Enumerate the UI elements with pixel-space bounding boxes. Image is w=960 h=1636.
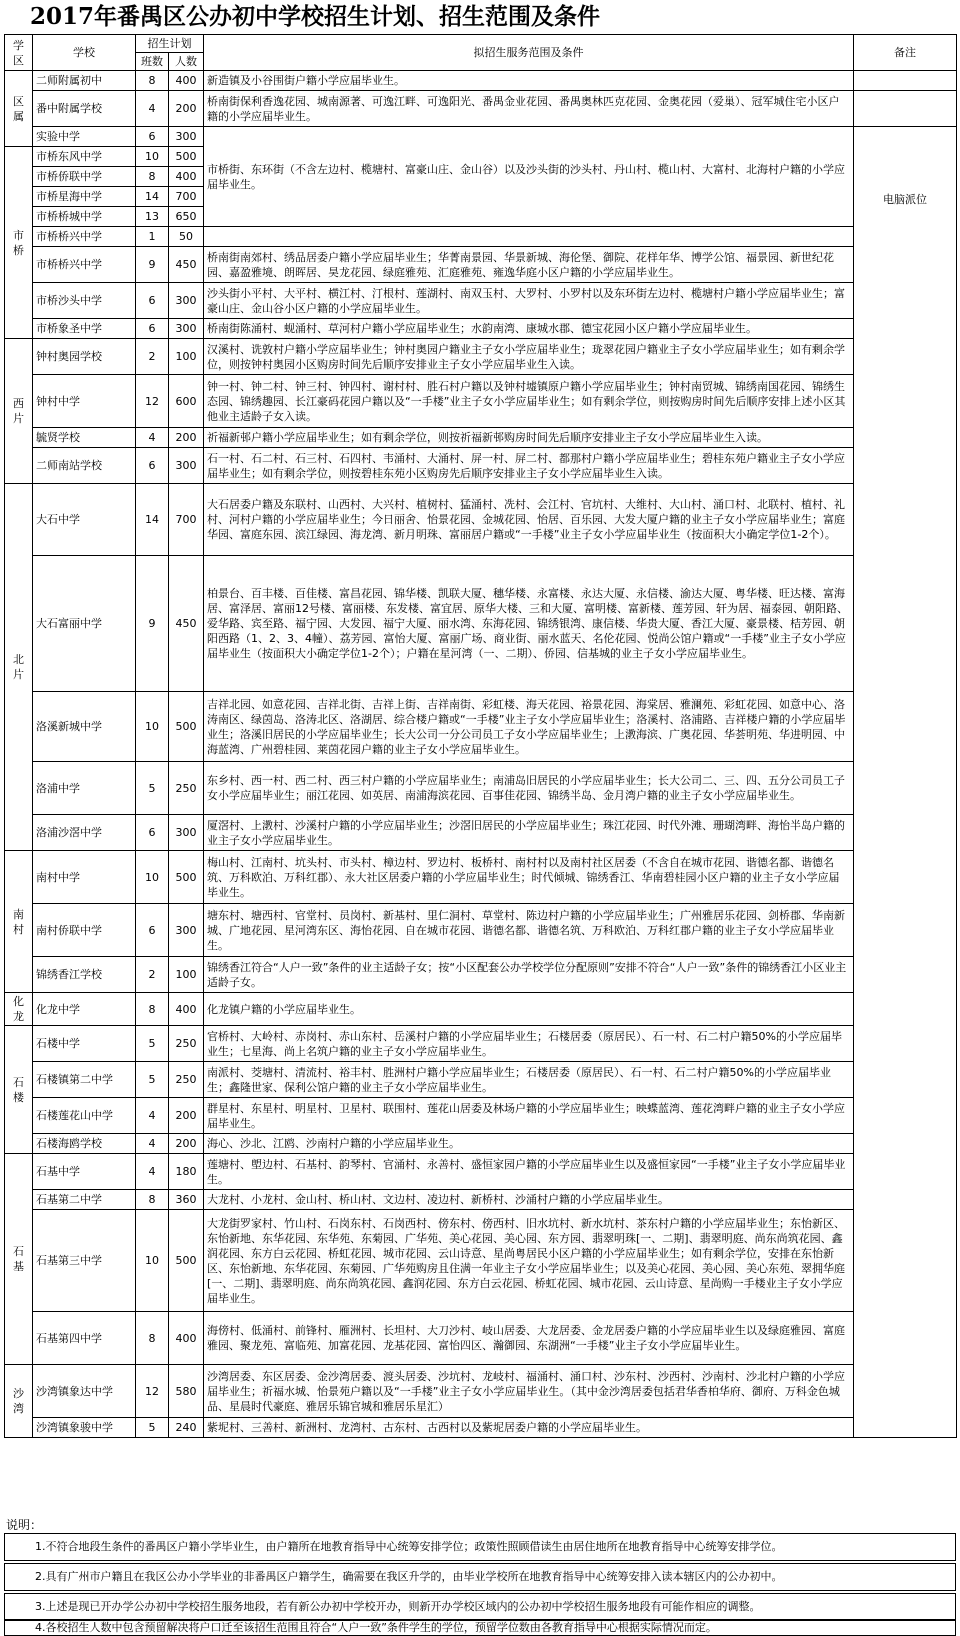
school-name-cell: 大石富丽中学 [33,556,136,692]
district-cell: 沙湾 [5,1365,33,1438]
table-row [5,1312,957,1365]
school-name-cell: 市桥桥兴中学 [33,227,136,247]
service-range-cell: 沙头街小平村、大平村、横江村、汀根村、莲湖村、南双玉村、大罗村、小罗村以及东环街左边村、榄塘村户籍小学应届毕业生；富豪山庄、金山谷小区户籍的小学应届毕业生。 [204,283,854,319]
enrollment-count-cell: 700 [169,484,204,556]
notes-title: 说明： [6,1518,43,1532]
service-range-cell: 吉祥北园、如意花园、吉祥北街、吉祥上街、吉祥南街、彩虹楼、海天花园、裕景花园、海棠居、雅澜苑、彩虹花园、如意中心、洛涛南区、绿茵岛、洛涛北区、洛湖居、综合楼户籍或“一手楼”业主子女小学应届毕业生；洛溪村、洛浦路、吉祥楼户籍的小学应届毕业生；洛溪旧居民的小学应届毕业生；长大公司一分公司员工子女小学应届毕业生；上漖海滨、广奥花园、华荟明苑、华进明园、中海蓝湾、广州碧桂园、莱茵花园户籍的业主子女小学应届毕业生。 [204,692,854,762]
class-count-cell: 6 [136,904,169,957]
enrollment-count-cell: 300 [169,283,204,319]
school-name-cell: 市桥沙头中学 [33,283,136,319]
header-range: 拟招生服务范围及条件 [204,35,854,71]
service-range-cell: 大龙街罗家村、竹山村、石岗东村、石岗西村、傍东村、傍西村、旧水坑村、新水坑村、茶东村户籍的小学应届毕业生；东怡新区、东怡新地、东华花园、东华苑、东菊园、广华苑、美心花园、美心园、东方园、翡翠明珠[一、二期]、翡翠明庭、尚东尚筑花园、鑫润花园、东方白云花园、桥虹花园、城市花园、云山诗意、星尚粤居民小区户籍的小学应届毕业生；如有剩余学位，安排在东怡新区、东怡新地、东华花园、东菊园、广华苑购房且住满一年业主子女小学应届毕业生；以及美心花园、美心园、美心东苑、翠拥华庭[一、二期]、翡翠明庭、尚东尚筑花园、鑫润花园、东方白云花园、桥虹花园、城市花园、云山诗意、星尚购一手楼业主子女小学应届毕业生。 [204,1210,854,1312]
enrollment-count-cell: 250 [169,1062,204,1098]
school-name-cell: 锦绣香江学校 [33,957,136,993]
class-count-cell: 10 [136,147,169,167]
remark-cell [854,91,957,127]
table-row [5,1365,957,1418]
enrollment-count-cell: 700 [169,187,204,207]
district-cell: 石楼 [5,1026,33,1154]
class-count-cell: 8 [136,1190,169,1210]
table-row [5,556,957,692]
class-count-cell: 13 [136,207,169,227]
school-name-cell: 二师附属初中 [33,71,136,91]
table-row [5,375,957,428]
enrollment-count-cell: 500 [169,147,204,167]
header-plan: 招生计划 [136,35,204,53]
enrollment-count-cell: 500 [169,1210,204,1312]
service-range-cell: 大龙村、小龙村、金山村、桥山村、文边村、凌边村、新桥村、沙涌村户籍的小学应届毕业生。 [204,1190,854,1210]
enrollment-count-cell: 200 [169,1134,204,1154]
remark-cell [854,71,957,91]
class-count-cell: 6 [136,127,169,147]
school-name-cell: 二师南站学校 [33,448,136,484]
table-row [5,1418,957,1438]
school-name-cell: 南村侨联中学 [33,904,136,957]
school-name-cell: 市桥侨联中学 [33,167,136,187]
enrollment-count-cell: 250 [169,1026,204,1062]
table-row [5,993,957,1026]
enrollment-count-cell: 300 [169,448,204,484]
table-row [5,1098,957,1134]
class-count-cell: 4 [136,428,169,448]
enrollment-count-cell: 500 [169,851,204,904]
enrollment-count-cell: 50 [169,227,204,247]
class-count-cell: 8 [136,71,169,91]
enrollment-count-cell: 450 [169,556,204,692]
school-name-cell: 沙湾镇象达中学 [33,1365,136,1418]
table-row [5,1210,957,1312]
enrollment-count-cell: 650 [169,207,204,227]
class-count-cell: 12 [136,1365,169,1418]
school-name-cell: 沙湾镇象骏中学 [33,1418,136,1438]
enrollment-count-cell: 400 [169,1312,204,1365]
class-count-cell: 10 [136,1210,169,1312]
service-range-cell [204,227,854,247]
table-row [5,91,957,127]
service-range-cell: 桥南街陈涌村、蚬涌村、草河村户籍小学应届毕业生；水韵南湾、康城水郡、德宝花园小区户籍小学应届毕业生。 [204,319,854,339]
service-range-cell: 梅山村、江南村、坑头村、市头村、樟边村、罗边村、板桥村、南村村以及南村社区居委（不含自在城市花园、谐德名都、谐德名筑、万科欧泊、万科红郡）、永大社区居委户籍的小学应届毕业生；时代倾城、锦绣香江、华南碧桂园小区户籍的业主子女小学应届毕业生。 [204,851,854,904]
enrollment-count-cell: 240 [169,1418,204,1438]
service-range-cell: 南派村、茭塘村、清流村、裕丰村、胜洲村户籍小学应届毕业生；石楼居委（原居民）、石一村、石二村户籍50%的小学应届毕业生；鑫隆世家、保利公馆户籍的业主子女小学应届毕业生。 [204,1062,854,1098]
enrollment-count-cell: 180 [169,1154,204,1190]
class-count-cell: 4 [136,1154,169,1190]
class-count-cell: 14 [136,484,169,556]
class-count-cell: 4 [136,1134,169,1154]
enrollment-count-cell: 250 [169,762,204,815]
class-count-cell: 8 [136,1312,169,1365]
table-row [5,448,957,484]
service-range-cell: 海傍村、低涌村、前锋村、雁洲村、长坦村、大刀沙村、岐山居委、大龙居委、金龙居委户籍的小学应届毕业生以及绿庭雅园、富庭雅园、聚龙苑、富临苑、加富花园、龙基花园、富怡四区、瀚御园、东湖洲“一手楼”业主子女小学应届毕业生。 [204,1312,854,1365]
class-count-cell: 9 [136,556,169,692]
note-item: 1.不符合地段生条件的番禺区户籍小学毕业生，由户籍所在地教育指导中心统筹安排学位；政策性照顾借读生由居住地所在地教育指导中心统筹安排学位。 [4,1533,956,1561]
class-count-cell: 6 [136,319,169,339]
enrollment-count-cell: 400 [169,993,204,1026]
enrollment-count-cell: 300 [169,815,204,851]
service-range-cell: 市桥街、东环街（不含左边村、榄塘村、富豪山庄、金山谷）以及沙头街的沙头村、丹山村、榄山村、大富村、北海村户籍的小学应届毕业生。 [204,127,854,227]
service-range-cell: 新造镇及小谷围街户籍小学应届毕业生。 [204,71,854,91]
table-row [5,227,957,247]
table-body [5,71,957,1438]
school-name-cell: 市桥象圣中学 [33,319,136,339]
service-range-cell: 钟一村、钟二村、钟三村、钟四村、谢村村、胜石村户籍以及钟村墟镇原户籍小学应届毕业生；钟村南贸城、锦绣南国花园、锦绣生态园、锦绣趣园、长江豪码花园户籍以及“一手楼”业主子女小学应届毕业生；如有剩余学位，则按购房时间先后顺序安排上述小区其他业主适龄子女入读。 [204,375,854,428]
school-name-cell: 实验中学 [33,127,136,147]
enrollment-count-cell: 100 [169,339,204,375]
school-name-cell: 市桥东风中学 [33,147,136,167]
district-cell: 石基 [5,1154,33,1365]
service-range-cell: 群星村、东星村、明星村、卫星村、联围村、莲花山居委及林场户籍的小学应届毕业生；映蝶蓝湾、莲花湾畔户籍的业主子女小学应届毕业生。 [204,1098,854,1134]
table-row [5,815,957,851]
class-count-cell: 10 [136,692,169,762]
table-row [5,1190,957,1210]
enrollment-count-cell: 300 [169,904,204,957]
service-range-cell: 柏景台、百丰楼、百佳楼、富昌花园、锦华楼、凯联大厦、穗华楼、永富楼、永达大厦、永信楼、渝达大厦、粤华楼、旺达楼、富海居、富泽居、富丽12号楼、富丽楼、东发楼、富宜居、原华大楼、三和大厦、富明楼、富新楼、莲芳园、轩为居、福泰园、朝阳路、爱华路、宾至路、福宁园、大发园、福宁大厦、丽水湾、东海花园、锦绣银湾、康信楼、华贵大厦、香江大厦、豪景楼、桔芳园、朝阳西路（1、2、3、4幢）、荔芳园、富怡大厦、富丽广场、商业街、丽水蓝天、名伦花园、悦尚公馆户籍或“一手楼”业主子女小学应届毕业生（按面积大小确定学位1-2个）；户籍在星河湾（一、二期）、侨园、信基城的业主子女小学应届毕业生。 [204,556,854,692]
class-count-cell: 10 [136,851,169,904]
class-count-cell: 6 [136,448,169,484]
table-row [5,1026,957,1062]
service-range-cell: 桥南街保利香逸花园、城南源著、可逸江畔、可逸阳光、番禺金业花园、番禺奥林匹克花园、金奥花园（爱巢）、冠军城住宅小区户籍的小学应届毕业生。 [204,91,854,127]
header-people: 人数 [169,53,204,71]
enrollment-count-cell: 200 [169,1098,204,1134]
note-item: 4.各校招生人数中包含预留解决将户口迁至该招生范围且符合“人户一致”条件学生的学位，预留学位数由各教育指导中心根据实际情况而定。 [4,1619,956,1636]
class-count-cell: 12 [136,375,169,428]
class-count-cell: 4 [136,91,169,127]
school-name-cell: 市桥桥城中学 [33,207,136,227]
header-district: 学区 [5,35,33,71]
enrollment-count-cell: 300 [169,319,204,339]
school-name-cell: 市桥星海中学 [33,187,136,207]
school-name-cell: 市桥桥兴中学 [33,247,136,283]
enrollment-table [4,34,957,1438]
service-range-cell: 石一村、石二村、石三村、石四村、韦涌村、大涌村、屏一村、屏二村、都那村户籍小学应届毕业生；碧桂东苑户籍业主子女小学应届毕业生；如有剩余学位，则按碧桂东苑小区购房先后顺序安排业主子女小学应届毕业生入读。 [204,448,854,484]
district-cell: 区属 [5,71,33,147]
service-range-cell: 化龙镇户籍的小学应届毕业生。 [204,993,854,1026]
table-row [5,71,957,91]
enrollment-count-cell: 600 [169,375,204,428]
district-cell: 南村 [5,851,33,993]
service-range-cell: 沙湾居委、东区居委、金沙湾居委、渡头居委、沙坑村、龙岐村、福涌村、涌口村、沙东村、沙西村、沙南村、沙北村户籍的小学应届毕业生；祈福水城、怡景苑户籍以及“一手楼”业主子女小学应届毕业生。（其中金沙湾居委包括君华香柏华府、御府、万科金色城品、星晨时代豪庭、雅居乐锦官城和雅居乐星汇） [204,1365,854,1418]
header-remark: 备注 [854,35,957,71]
service-range-cell: 桥南街南郊村、绣品居委户籍小学应届毕业生；华菁南景园、华景新城、海伦堡、御院、花样年华、博学公馆、福景园、新世纪花园、嘉盈雅境、朗晖居、昊龙花园、绿庭雅苑、汇庭雅苑、雍逸华庭小区户籍的小学应届毕业生。 [204,247,854,283]
school-name-cell: 大石中学 [33,484,136,556]
table-row [5,1062,957,1098]
school-name-cell: 洛浦中学 [33,762,136,815]
school-name-cell: 化龙中学 [33,993,136,1026]
table-row [5,283,957,319]
class-count-cell: 5 [136,762,169,815]
school-name-cell: 钟村奥园学校 [33,339,136,375]
enrollment-count-cell: 360 [169,1190,204,1210]
table-row [5,484,957,556]
table-row [5,319,957,339]
table-row [5,1154,957,1190]
header-school: 学校 [33,35,136,71]
table-row [5,247,957,283]
service-range-cell: 官桥村、大岭村、赤岗村、赤山东村、岳溪村户籍的小学应届毕业生；石楼居委（原居民）、石一村、石二村户籍50%的小学应届毕业生；七星海、尚上名筑户籍的业主子女小学应届毕业生。 [204,1026,854,1062]
school-name-cell: 番中附属学校 [33,91,136,127]
page-title: 2017年番禺区公办初中学校招生计划、招生范围及条件 [30,3,601,30]
service-range-cell: 厦滘村、上漖村、沙溪村户籍的小学应届毕业生；沙滘旧居民的小学应届毕业生；珠江花园、时代外滩、珊瑚湾畔、海怡半岛户籍的业主子女小学应届毕业生。 [204,815,854,851]
remark-cell: 电脑派位 [854,127,957,1438]
table-row [5,127,957,147]
class-count-cell: 8 [136,993,169,1026]
school-name-cell: 石基第三中学 [33,1210,136,1312]
school-name-cell: 洛溪新城中学 [33,692,136,762]
school-name-cell: 毓贤学校 [33,428,136,448]
enrollment-count-cell: 580 [169,1365,204,1418]
enrollment-count-cell: 300 [169,127,204,147]
class-count-cell: 1 [136,227,169,247]
service-range-cell: 东乡村、西一村、西二村、西三村户籍的小学应届毕业生；南浦岛旧居民的小学应届毕业生；长大公司二、三、四、五分公司员工子女小学应届毕业生；丽江花园、如英居、南浦海滨花园、百事佳花园、锦绣半岛、金月湾户籍的业主子女小学应届毕业生。 [204,762,854,815]
class-count-cell: 5 [136,1418,169,1438]
school-name-cell: 石基中学 [33,1154,136,1190]
service-range-cell: 塘东村、塘西村、官堂村、员岗村、新基村、里仁洞村、草堂村、陈边村户籍的小学应届毕业生；广州雅居乐花园、剑桥郡、华南新城、广地花园、星河湾东区、海怡花园、自在城市花园、谐德名都、谐德名筑、万科欧泊、万科红郡户籍的业主子女小学应届毕业生。 [204,904,854,957]
table-row [5,692,957,762]
table-row [5,762,957,815]
class-count-cell: 14 [136,187,169,207]
class-count-cell: 9 [136,247,169,283]
service-range-cell: 祈福新邨户籍小学应届毕业生；如有剩余学位，则按祈福新邨购房时间先后顺序安排业主子女小学应届毕业生入读。 [204,428,854,448]
note-item: 3.上述是现已开办学公办初中学校招生服务地段，若有新公办初中学校开办，则新开办学校区域内的公办初中学校招生服务地段有可能作相应的调整。 [4,1593,956,1621]
district-cell: 化龙 [5,993,33,1026]
class-count-cell: 2 [136,957,169,993]
enrollment-count-cell: 450 [169,247,204,283]
class-count-cell: 6 [136,283,169,319]
class-count-cell: 5 [136,1026,169,1062]
header-classes: 班数 [136,53,169,71]
district-cell: 市桥 [5,147,33,339]
class-count-cell: 6 [136,815,169,851]
table-row [5,428,957,448]
school-name-cell: 石基第四中学 [33,1312,136,1365]
enrollment-count-cell: 200 [169,428,204,448]
class-count-cell: 8 [136,167,169,187]
class-count-cell: 5 [136,1062,169,1098]
note-item: 2.具有广州市户籍且在我区公办小学毕业的非番禺区户籍学生，确需要在我区升学的，由毕业学校所在地教育指导中心统筹安排入读本辖区内的公办初中。 [4,1563,956,1591]
table-row [5,957,957,993]
table-row [5,339,957,375]
school-name-cell: 石楼海鸥学校 [33,1134,136,1154]
service-range-cell: 汉溪村、诜敦村户籍小学应届毕业生；钟村奥园户籍业主子女小学应届毕业生；珑翠花园户籍业主子女小学应届毕业生；如有剩余学位，则按钟村奥园小区购房时间先后顺序安排业主子女小学应届毕业生入读。 [204,339,854,375]
school-name-cell: 石楼莲花山中学 [33,1098,136,1134]
enrollment-count-cell: 400 [169,71,204,91]
table-row [5,904,957,957]
enrollment-count-cell: 500 [169,692,204,762]
school-name-cell: 石楼镇第二中学 [33,1062,136,1098]
enrollment-count-cell: 400 [169,167,204,187]
enrollment-count-cell: 100 [169,957,204,993]
service-range-cell: 大石居委户籍及东联村、山西村、大兴村、植树村、猛涌村、冼村、会江村、官坑村、大维村、大山村、涌口村、北联村、植村、礼村、河村户籍的小学应届毕业生；今日丽舍、怡景花园、金城花园、怡居、百乐园、大发大厦户籍的业主子女小学应届毕业生；富庭华园、富庭东园、滨江绿园、海龙湾、新月明珠、富丽居户籍或“一手楼”业主子女小学应届毕业生（按面积大小确定学位1-2个）。 [204,484,854,556]
service-range-cell: 海心、沙北、江鸥、沙南村户籍的小学应届毕业生。 [204,1134,854,1154]
school-name-cell: 洛浦沙滘中学 [33,815,136,851]
enrollment-count-cell: 200 [169,91,204,127]
school-name-cell: 石楼中学 [33,1026,136,1062]
table-row [5,1134,957,1154]
school-name-cell: 南村中学 [33,851,136,904]
service-range-cell: 紫坭村、三善村、新洲村、龙湾村、古东村、古西村以及紫坭居委户籍的小学应届毕业生。 [204,1418,854,1438]
class-count-cell: 2 [136,339,169,375]
school-name-cell: 钟村中学 [33,375,136,428]
class-count-cell: 4 [136,1098,169,1134]
district-cell: 西片 [5,339,33,484]
service-range-cell: 锦绣香江符合“人户一致”条件的业主适龄子女；按“小区配套公办学校学位分配原则”安排不符合“人户一致”条件的锦绣香江小区业主适龄子女。 [204,957,854,993]
service-range-cell: 莲塘村、塱边村、石基村、韵琴村、官涌村、永善村、盛恒家园户籍的小学应届毕业生以及盛恒家园“一手楼”业主子女小学应届毕业生。 [204,1154,854,1190]
district-cell: 北片 [5,484,33,851]
school-name-cell: 石基第二中学 [33,1190,136,1210]
table-row [5,851,957,904]
